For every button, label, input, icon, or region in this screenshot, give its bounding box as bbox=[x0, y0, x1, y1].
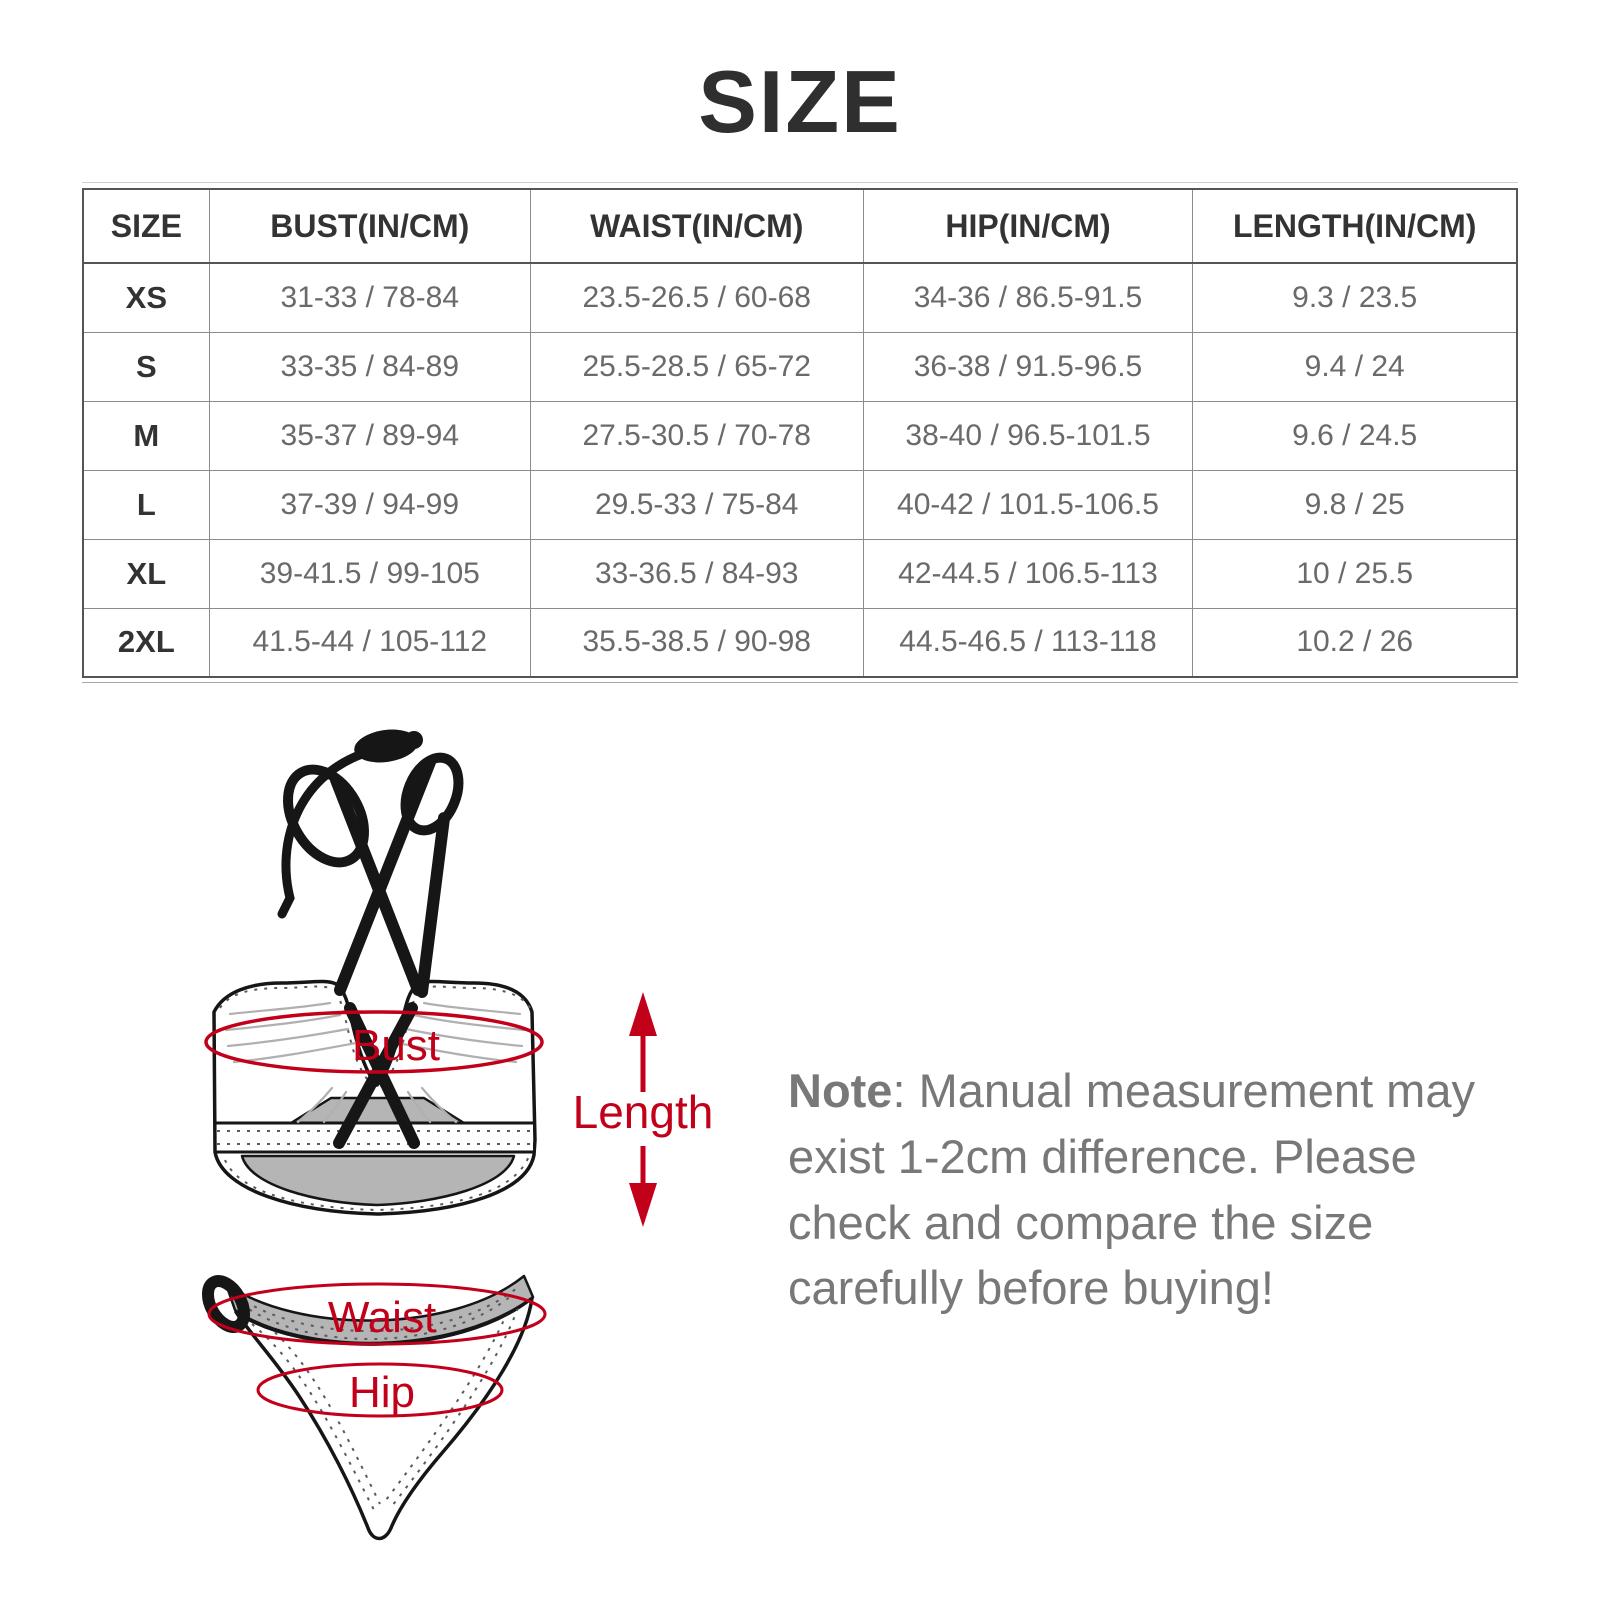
table-row bbox=[83, 470, 1517, 539]
length-cell: 9.4 / 24 bbox=[1193, 332, 1517, 401]
bikini-measurement-illustration bbox=[180, 700, 740, 1560]
length-label: Length bbox=[572, 1086, 714, 1138]
size-cell: XL bbox=[83, 539, 209, 608]
size-table-wrapper bbox=[82, 182, 1518, 683]
column-header-size: SIZE bbox=[83, 189, 209, 263]
bust-cell: 31-33 / 78-84 bbox=[209, 263, 530, 332]
page-title: SIZE bbox=[698, 52, 902, 151]
hip-label: Hip bbox=[348, 1368, 416, 1417]
column-header-hip: HIP(IN/CM) bbox=[863, 189, 1193, 263]
halter-knot-bump bbox=[405, 731, 423, 749]
column-header-waist: WAIST(IN/CM) bbox=[530, 189, 863, 263]
bust-cell: 33-35 / 84-89 bbox=[209, 332, 530, 401]
length-cell: 10 / 25.5 bbox=[1193, 539, 1517, 608]
note-text bbox=[788, 1058, 1488, 1321]
table-row bbox=[83, 263, 1517, 332]
bikini-bottom-drawing bbox=[201, 1275, 545, 1539]
length-arrowhead-up bbox=[629, 992, 657, 1036]
table-row bbox=[83, 539, 1517, 608]
bust-cell: 37-39 / 94-99 bbox=[209, 470, 530, 539]
waist-label: Waist bbox=[327, 1293, 437, 1342]
hip-cell: 40-42 / 101.5-106.5 bbox=[863, 470, 1193, 539]
size-cell: M bbox=[83, 401, 209, 470]
halter-strap-c bbox=[422, 818, 444, 992]
waist-cell: 27.5-30.5 / 70-78 bbox=[530, 401, 863, 470]
column-header-bust: BUST(IN/CM) bbox=[209, 189, 530, 263]
waist-cell: 25.5-28.5 / 65-72 bbox=[530, 332, 863, 401]
column-header-length: LENGTH(IN/CM) bbox=[1193, 189, 1517, 263]
hip-cell: 36-38 / 91.5-96.5 bbox=[863, 332, 1193, 401]
bust-cell: 35-37 / 89-94 bbox=[209, 401, 530, 470]
length-cell: 9.3 / 23.5 bbox=[1193, 263, 1517, 332]
waist-cell: 29.5-33 / 75-84 bbox=[530, 470, 863, 539]
hip-cell: 38-40 / 96.5-101.5 bbox=[863, 401, 1193, 470]
note-prefix: Note bbox=[788, 1064, 893, 1117]
waist-cell: 35.5-38.5 / 90-98 bbox=[530, 608, 863, 677]
length-arrowhead-down bbox=[629, 1183, 657, 1227]
table-row bbox=[83, 401, 1517, 470]
table-row bbox=[83, 332, 1517, 401]
bikini-top-drawing bbox=[206, 726, 542, 1214]
table-header-row bbox=[83, 189, 1517, 263]
size-cell: S bbox=[83, 332, 209, 401]
length-arrow bbox=[573, 992, 714, 1227]
bust-cell: 41.5-44 / 105-112 bbox=[209, 608, 530, 677]
size-cell: 2XL bbox=[83, 608, 209, 677]
size-cell: L bbox=[83, 470, 209, 539]
waistband-loop bbox=[201, 1275, 252, 1333]
size-table bbox=[82, 188, 1518, 678]
hip-cell: 42-44.5 / 106.5-113 bbox=[863, 539, 1193, 608]
table-row bbox=[83, 608, 1517, 677]
size-cell: XS bbox=[83, 263, 209, 332]
length-cell: 9.6 / 24.5 bbox=[1193, 401, 1517, 470]
note-body: : Manual measurement may exist 1-2cm difference. Please check and compare the size carefully before buying! bbox=[788, 1064, 1475, 1315]
hip-cell: 34-36 / 86.5-91.5 bbox=[863, 263, 1193, 332]
bust-label: Bust bbox=[351, 1021, 441, 1070]
bust-cell: 39-41.5 / 99-105 bbox=[209, 539, 530, 608]
length-cell: 9.8 / 25 bbox=[1193, 470, 1517, 539]
waist-cell: 33-36.5 / 84-93 bbox=[530, 539, 863, 608]
waist-cell: 23.5-26.5 / 60-68 bbox=[530, 263, 863, 332]
length-cell: 10.2 / 26 bbox=[1193, 608, 1517, 677]
underbust-band bbox=[217, 1124, 533, 1152]
hip-cell: 44.5-46.5 / 113-118 bbox=[863, 608, 1193, 677]
